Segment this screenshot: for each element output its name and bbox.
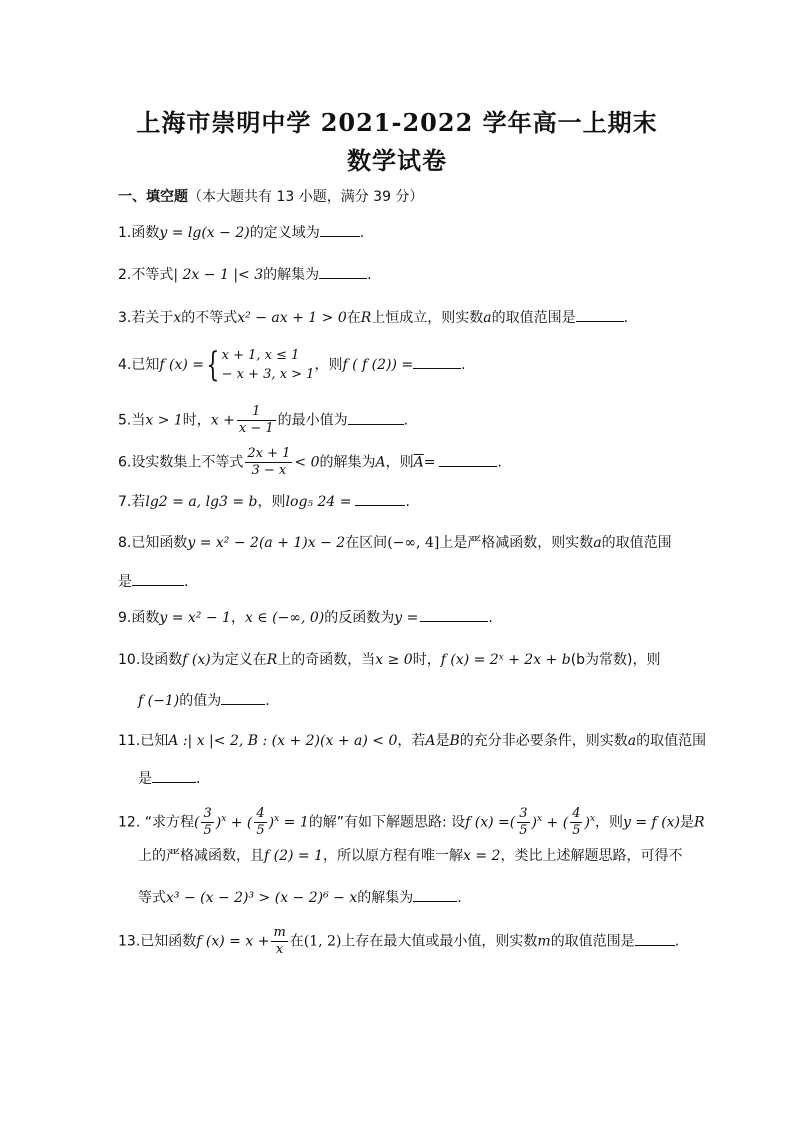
exam-subtitle: 数学试卷 (347, 146, 447, 175)
question-1: 1.函数y = lg(x − 2)的定义域为 . (118, 222, 364, 243)
answer-blank[interactable] (132, 571, 184, 586)
question-11-line-2: 是 . (138, 768, 200, 789)
question-5: 5.当x > 1时，x + $\frac{1}{x - 1}$ 的最小值为 . (118, 404, 409, 436)
question-10: 10.设函数f (x)为定义在R上的奇函数，当x ≥ 0时，f (x) = 2ˣ + 2x + b(b为常数)，则 (118, 652, 661, 668)
question-6: 6.设实数集上不等式 $\frac{2x + 1}{3 - x}$ < 0的解集为A，则$\overline{A}=$ . (118, 446, 502, 478)
answer-blank[interactable] (221, 690, 265, 705)
answer-blank[interactable] (413, 354, 461, 369)
question-2: 2.不等式| 2x − 1 |< 3的解集为 . (118, 264, 372, 285)
answer-blank[interactable] (420, 607, 488, 622)
fraction: $\frac{4}{5}$ (256, 806, 265, 838)
question-11: 11.已知A :| x |< 2, B : (x + 2)(x + a) < 0，若A是B的充分非必要条件，则实数a的取值范围 (118, 733, 707, 749)
question-3: 3.若关于x的不等式x² − ax + 1 > 0在R上恒成立，则实数a的取值范围是 . (118, 307, 628, 328)
answer-blank[interactable] (348, 410, 404, 425)
question-12: 12. “求方程( $\frac{3}{5}$ )$^x$ + ( $\frac{4}{5}$ )$^x$ = 1的解”有如下解题思路: 设f (x) =( $\frac{3}{5}$ )$^x$ + ( $\frac{4}{5}$ )$^x$，则y = f (x)是R (118, 806, 705, 838)
piecewise-cases: x + 1, x ≤ 1 − x + 3, x > 1 (221, 348, 315, 382)
question-13: 13.已知函数f (x) = x + $\frac{m}{x}$ 在(1, 2)上存在最大值或最小值，则实数m的取值范围是 . (118, 925, 680, 957)
question-10-line-2: f (−1)的值为 . (138, 690, 270, 711)
question-9: 9.函数y = x² − 1，x ∈ (−∞, 0)的反函数为y = . (118, 607, 493, 628)
answer-blank[interactable] (319, 264, 367, 279)
section-heading: 一、填空题 (118, 189, 188, 205)
fraction: $\frac{2x + 1}{3 - x}$ (247, 446, 291, 478)
question-8: 8.已知函数y = x² − 2(a + 1)x − 2在区间(−∞, 4]上是严格减函数，则实数a的取值范围 (118, 535, 672, 551)
question-7: 7.若lg2 = a, lg3 = b，则log₅ 24 = . (118, 491, 410, 512)
q1-expression: y = lg(x − 2) (159, 225, 250, 241)
exam-title: 上海市崇明中学 2021-2022 学年高一上期末 (136, 108, 658, 137)
section-note: （本大题共有 13 小题，满分 39 分） (188, 189, 424, 205)
complement-A: $\overline{A}$ (413, 454, 424, 471)
question-12-line-3: 等式x³ − (x − 2)³ > (x − 2)⁶ − x的解集为 . (138, 887, 462, 908)
answer-blank[interactable] (635, 931, 675, 946)
fraction: $\frac{1}{x - 1}$ (238, 404, 274, 436)
fraction: $\frac{3}{5}$ (519, 806, 528, 838)
answer-blank[interactable] (152, 768, 196, 783)
answer-blank[interactable] (320, 222, 360, 237)
answer-blank[interactable] (413, 887, 457, 902)
question-4: 4.已知f (x) ={ x + 1, x ≤ 1 − x + 3, x > 1 ，则f ( f (2)) = . (118, 345, 466, 385)
brace: { (206, 345, 220, 385)
answer-blank[interactable] (576, 307, 624, 322)
q3-expression: x² − ax + 1 > 0 (237, 310, 347, 326)
section-header (118, 186, 423, 206)
fraction: $\frac{3}{5}$ (203, 806, 212, 838)
answer-blank[interactable] (439, 452, 497, 467)
question-12-line-2: 上的严格减函数，且f (2) = 1，所以原方程有唯一解x = 2，类比上述解题思路，可得不 (138, 848, 683, 864)
question-8-line-2: 是 . (118, 571, 188, 592)
fraction: $\frac{4}{5}$ (572, 806, 581, 838)
answer-blank[interactable] (355, 491, 405, 506)
q2-expression: | 2x − 1 |< 3 (173, 267, 264, 283)
fraction: $\frac{m}{x}$ (273, 925, 286, 957)
q4-expression: f ( f (2)) = (342, 357, 414, 373)
